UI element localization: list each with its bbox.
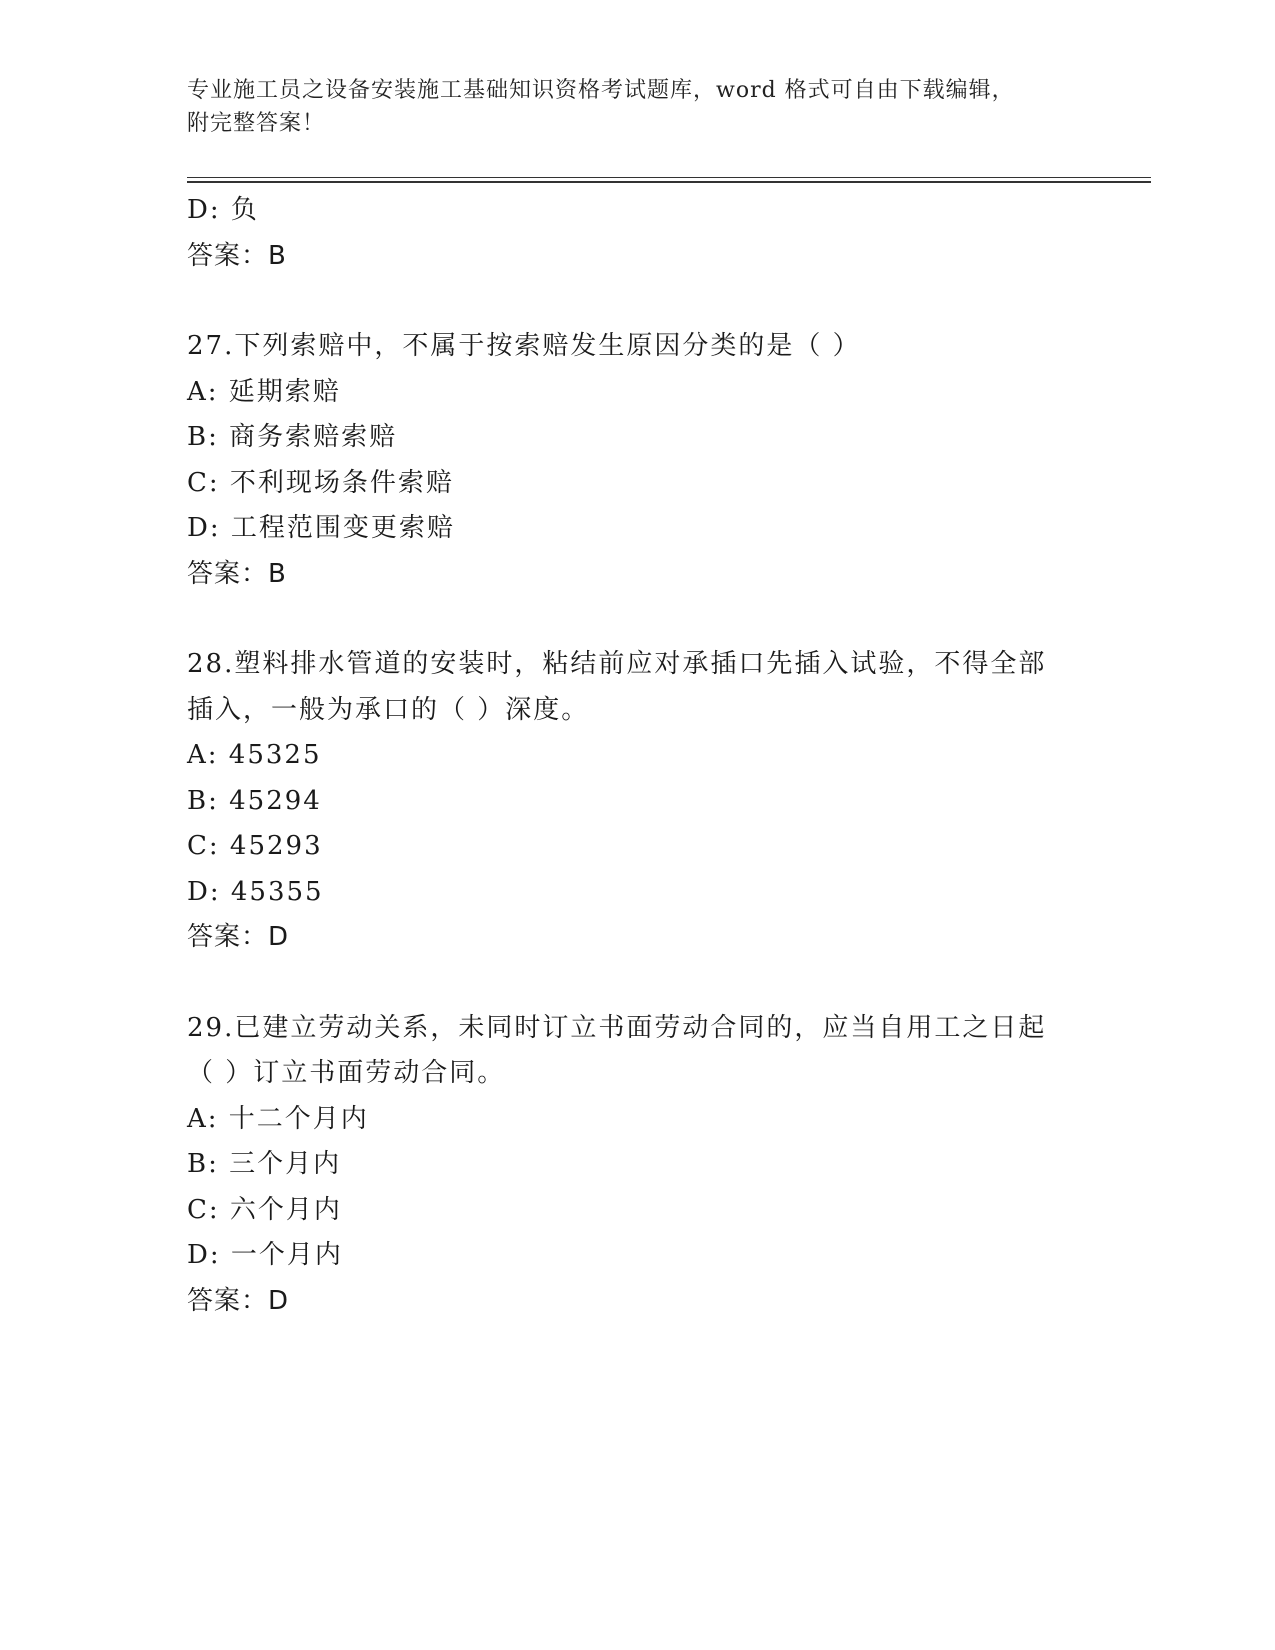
option-d: D: 45355 <box>187 876 324 907</box>
page-header <box>187 74 1067 140</box>
option-a: A: 十二个月内 <box>187 1103 369 1134</box>
question-block-27 <box>187 324 1087 597</box>
spacer <box>187 279 1087 324</box>
answer-line: 答案：B <box>187 558 287 589</box>
option-a: A: 延期索赔 <box>187 376 341 407</box>
spacer <box>187 597 1087 642</box>
option-c: C: 不利现场条件索赔 <box>187 467 454 498</box>
prev-answer: 答案：B <box>187 240 287 271</box>
option-c: C: 六个月内 <box>187 1194 342 1225</box>
header-line-1: 专业施工员之设备安装施工基础知识资格考试题库，word 格式可自由下载编辑， <box>187 78 1015 103</box>
question-stem-line-2: 插入，一般为承口的（ ）深度。 <box>187 694 590 725</box>
prev-option-d: D: 负 <box>187 195 259 225</box>
question-stem-line-1: 29.已建立劳动关系，未同时订立书面劳动合同的，应当自用工之日起 <box>187 1012 1047 1043</box>
question-block-29 <box>187 1006 1087 1325</box>
header-divider-thick <box>187 181 1151 183</box>
question-stem-line-1: 28.塑料排水管道的安装时，粘结前应对承插口先插入试验，不得全部 <box>187 649 1047 679</box>
option-d: D: 一个月内 <box>187 1240 343 1270</box>
option-b: B: 45294 <box>187 785 322 816</box>
question-stem: 27.下列索赔中，不属于按索赔发生原因分类的是（ ） <box>187 331 861 361</box>
header-line-2: 附完整答案！ <box>187 111 326 136</box>
option-a: A: 45325 <box>187 740 322 770</box>
question-stem-line-2: （ ）订立书面劳动合同。 <box>187 1058 506 1088</box>
option-b: B: 商务索赔索赔 <box>187 422 398 452</box>
option-b: B: 三个月内 <box>187 1149 342 1179</box>
option-c: C: 45293 <box>187 831 323 861</box>
question-block-28 <box>187 642 1087 961</box>
answer-line: 答案：D <box>187 1285 290 1316</box>
answer-line: 答案：D <box>187 922 290 952</box>
option-d: D: 工程范围变更索赔 <box>187 513 455 543</box>
spacer <box>187 961 1087 1006</box>
header-divider-thin <box>187 177 1151 178</box>
question-list <box>187 188 1087 1324</box>
